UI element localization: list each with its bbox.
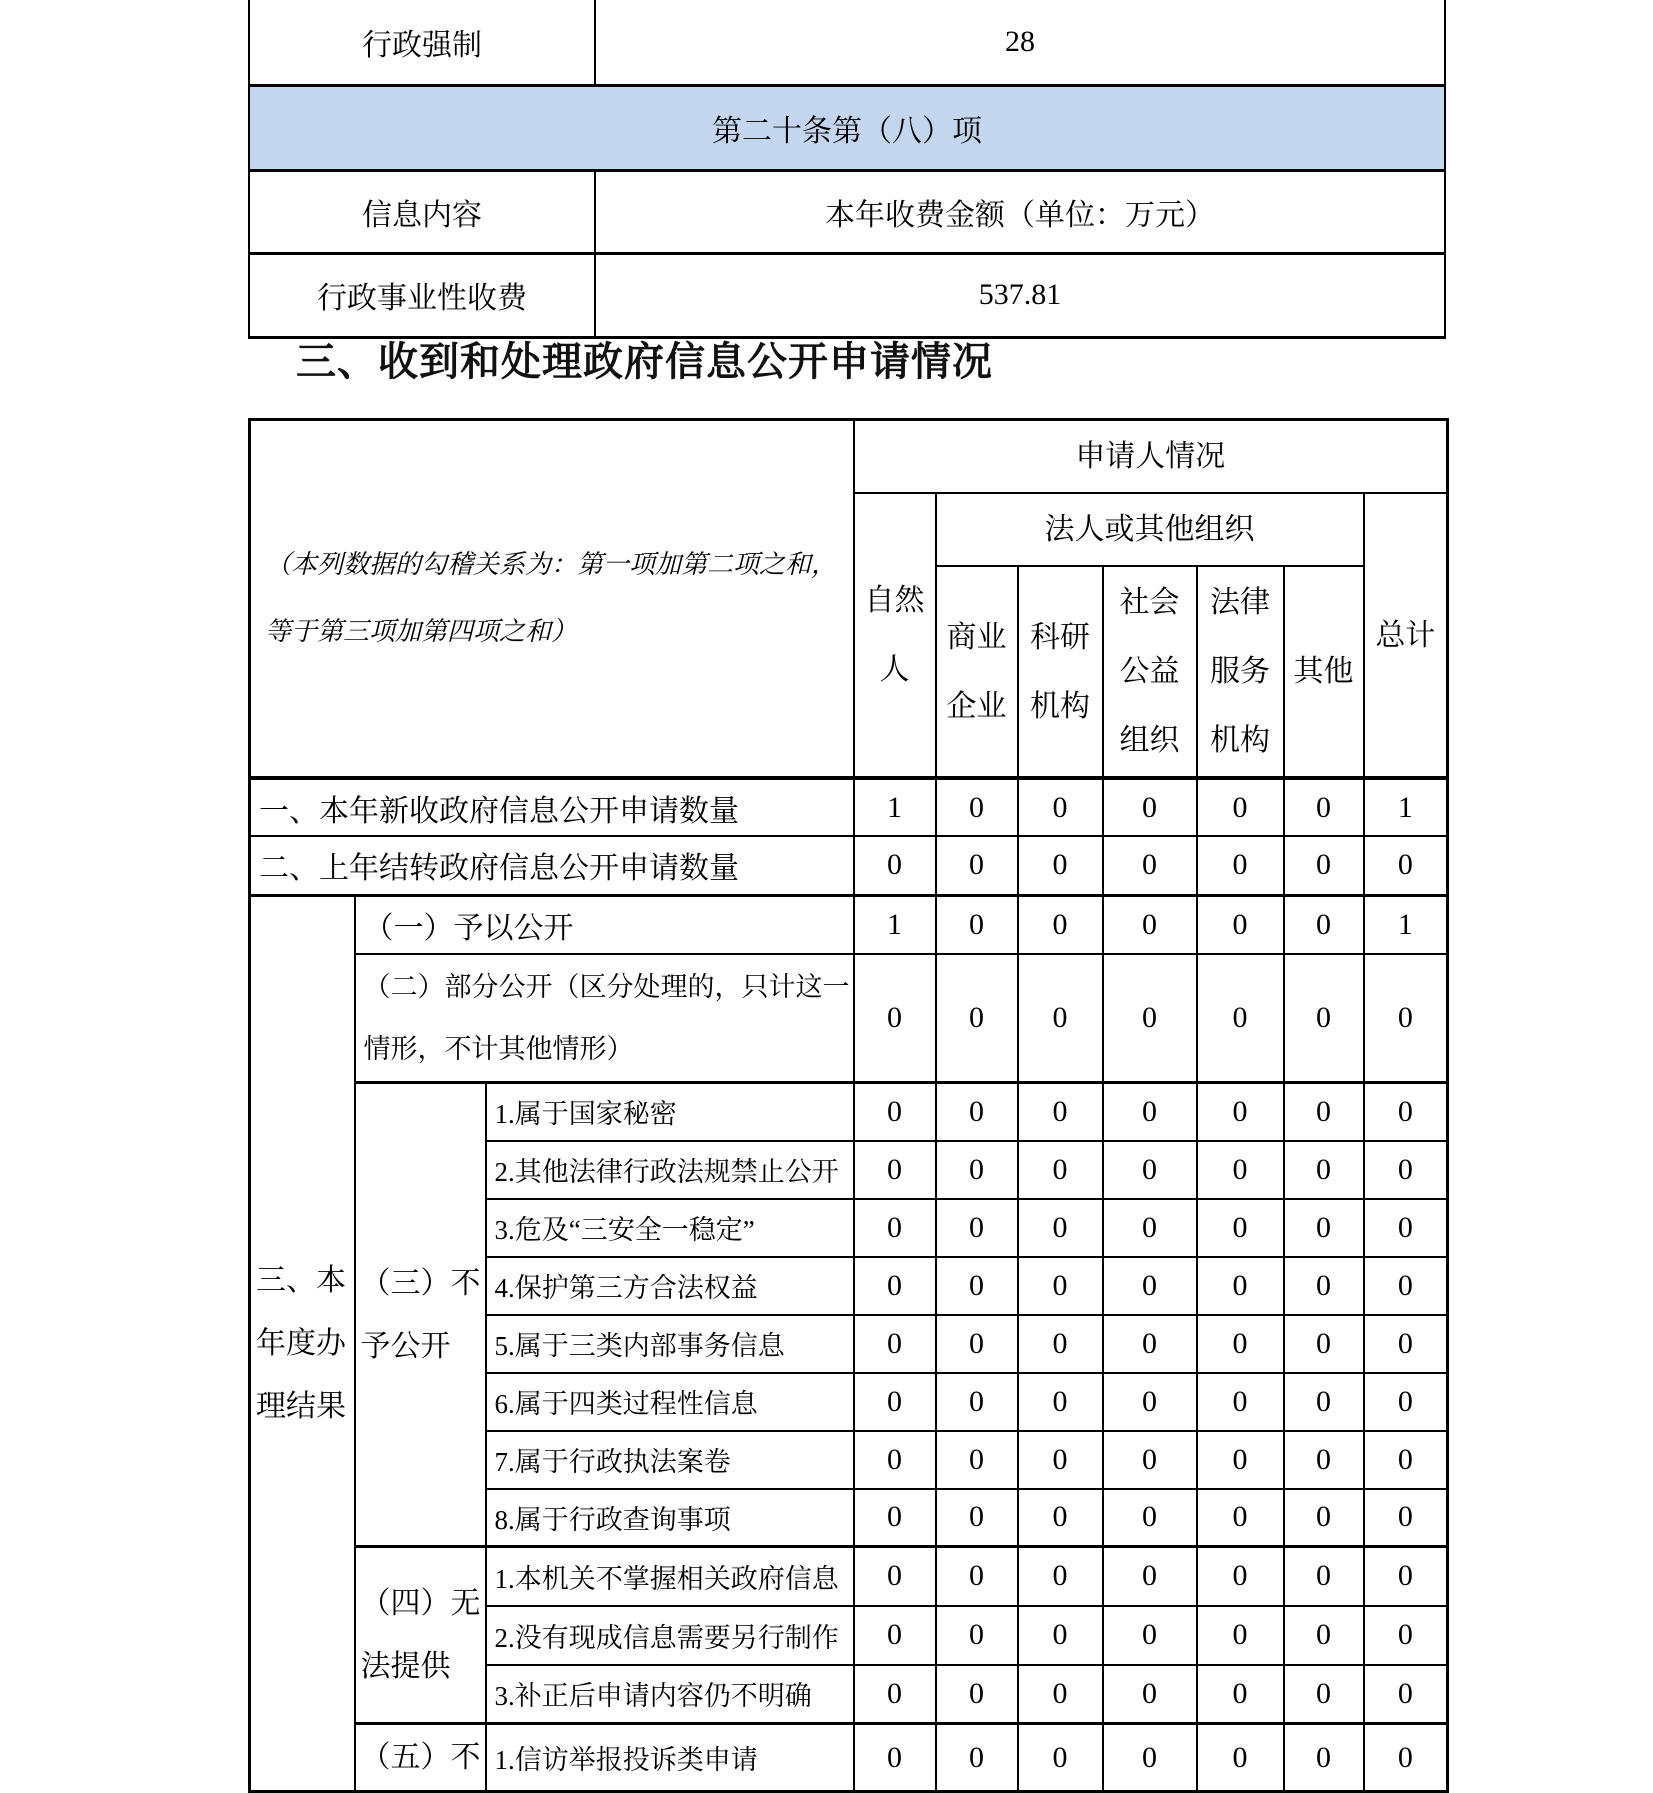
row-label: 8.属于行政查询事项 [486, 1489, 854, 1547]
value-cell: 0 [1284, 836, 1364, 895]
value-cell: 0 [854, 1724, 936, 1792]
fee-row-value: 537.81 [595, 253, 1445, 337]
value-cell: 0 [1103, 1489, 1197, 1547]
value-cell: 0 [1364, 1141, 1448, 1199]
section-header-row [249, 85, 1445, 170]
value-cell: 0 [936, 1083, 1018, 1141]
group-label-not-processed [355, 1724, 486, 1792]
value-cell: 0 [1364, 1489, 1448, 1547]
value-cell: 0 [854, 1373, 936, 1431]
value-cell: 0 [1103, 1199, 1197, 1257]
label-line: 机构 [1030, 689, 1091, 723]
value-cell: 1 [1364, 895, 1448, 954]
value-cell: 0 [1364, 836, 1448, 895]
section-header-cell: 第二十条第（八）项 [249, 85, 1445, 170]
value-cell: 0 [1103, 778, 1197, 836]
value-cell: 0 [1018, 895, 1103, 954]
value-cell: 0 [1284, 1724, 1364, 1792]
value-cell: 0 [1197, 1606, 1284, 1665]
value-cell: 0 [1284, 1141, 1364, 1199]
value-cell: 0 [1284, 895, 1364, 954]
label-line: （四）无 [360, 1587, 481, 1621]
data-row-new-requests [250, 778, 1448, 836]
label-line: 理结果 [256, 1389, 346, 1423]
group-label-not-disclosed [355, 1083, 486, 1547]
value-cell: 0 [1197, 1431, 1284, 1489]
header-commercial [936, 566, 1018, 778]
table-row [249, 0, 1445, 85]
value-cell: 0 [936, 1431, 1018, 1489]
value-cell: 0 [1284, 1373, 1364, 1431]
group-label-year-results [250, 895, 355, 1792]
value-cell: 0 [1284, 1083, 1364, 1141]
value-cell: 0 [1284, 1199, 1364, 1257]
value-cell: 0 [1103, 1724, 1197, 1792]
value-cell: 0 [1364, 1199, 1448, 1257]
value-cell: 0 [1018, 1431, 1103, 1489]
value-cell: 0 [1364, 1665, 1448, 1724]
value-cell: 0 [936, 1141, 1018, 1199]
label-line: （五）不 [360, 1741, 481, 1775]
value-cell: 0 [854, 1257, 936, 1315]
value-cell: 0 [936, 1665, 1018, 1724]
label-line: 服务 [1210, 655, 1271, 688]
row-label: 1.信访举报投诉类申请 [486, 1724, 854, 1792]
label-line: 社会 [1119, 586, 1180, 619]
value-cell: 0 [854, 1489, 936, 1547]
label-line: （三）不 [360, 1266, 481, 1300]
value-cell: 0 [936, 895, 1018, 954]
header-research [1018, 566, 1103, 778]
value-cell: 0 [1018, 954, 1103, 1083]
value-cell: 0 [1284, 1606, 1364, 1665]
row-label [355, 954, 854, 1083]
value-cell: 0 [1197, 895, 1284, 954]
value-cell: 0 [1103, 895, 1197, 954]
value-cell: 0 [1018, 1489, 1103, 1547]
group-label-unable-provide [355, 1547, 486, 1724]
value-cell: 0 [1284, 1547, 1364, 1606]
label-line: 科研 [1030, 620, 1091, 654]
row-label: 2.其他法律行政法规禁止公开 [486, 1141, 854, 1199]
label-line: （二）部分公开（区分处理的，只计这一 [363, 972, 850, 1002]
row-label: 3.补正后申请内容仍不明确 [486, 1665, 854, 1724]
row-label: 1.本机关不掌握相关政府信息 [486, 1547, 854, 1606]
value-cell: 0 [1103, 1373, 1197, 1431]
value-cell: 0 [1018, 1665, 1103, 1724]
value-cell: 0 [1197, 1315, 1284, 1373]
request-table [248, 418, 1449, 1793]
row-label: 1.属于国家秘密 [486, 1083, 854, 1141]
label-line: 组织 [1119, 724, 1180, 757]
value-cell: 0 [1103, 954, 1197, 1083]
value-cell: 0 [1103, 836, 1197, 895]
value-cell: 0 [936, 1724, 1018, 1792]
header-row-applicant [250, 420, 1448, 494]
value-cell: 0 [936, 1606, 1018, 1665]
value-cell: 0 [1018, 1724, 1103, 1792]
value-cell: 0 [1018, 1606, 1103, 1665]
value-cell: 0 [1284, 1431, 1364, 1489]
section-title: 三、收到和处理政府信息公开申请情况 [296, 340, 993, 384]
fee-table [248, 0, 1446, 339]
value-cell: 0 [1284, 1257, 1364, 1315]
value-cell: 0 [1364, 1606, 1448, 1665]
label-line: （本列数据的勾稽关系为：第一项加第二项之和， [265, 550, 838, 580]
value-cell: 0 [936, 778, 1018, 836]
header-legal-service [1197, 566, 1284, 778]
value-cell: 0 [1018, 1257, 1103, 1315]
label-line: 情形，不计其他情形） [363, 1034, 634, 1065]
fee-row-label: 行政事业性收费 [249, 253, 595, 337]
value-cell: 0 [1197, 1141, 1284, 1199]
value-cell: 0 [1103, 1547, 1197, 1606]
value-cell: 0 [1284, 1665, 1364, 1724]
value-cell: 0 [1364, 1431, 1448, 1489]
value-cell: 0 [1018, 1315, 1103, 1373]
label-line: 法提供 [360, 1650, 451, 1684]
value-cell: 0 [936, 1315, 1018, 1373]
value-cell: 0 [1197, 1257, 1284, 1315]
label-line: 等于第三项加第四项之和） [265, 616, 578, 646]
data-row-partially-disclosed [250, 954, 1448, 1083]
header-legal-org: 法人或其他组织 [936, 493, 1364, 566]
value-cell: 0 [854, 1315, 936, 1373]
value-cell: 0 [1018, 836, 1103, 895]
table-row [249, 253, 1445, 337]
value-cell: 1 [1364, 778, 1448, 836]
value-cell: 0 [1103, 1083, 1197, 1141]
value-cell: 0 [1018, 1199, 1103, 1257]
row-label: 4.保护第三方合法权益 [486, 1257, 854, 1315]
value-cell: 0 [854, 1665, 936, 1724]
value-cell: 0 [936, 1257, 1018, 1315]
value-cell: 0 [1197, 1373, 1284, 1431]
value-cell: 0 [1284, 954, 1364, 1083]
value-cell: 0 [1284, 1315, 1364, 1373]
value-cell: 0 [854, 954, 936, 1083]
data-row-not-held [250, 1547, 1448, 1606]
note-cell [250, 420, 854, 779]
value-cell: 0 [1103, 1431, 1197, 1489]
row-label: 6.属于四类过程性信息 [486, 1373, 854, 1431]
data-row-disclosed [250, 895, 1448, 954]
row-label: 5.属于三类内部事务信息 [486, 1315, 854, 1373]
label-line: 公益 [1119, 655, 1180, 688]
fee-row-label: 信息内容 [249, 170, 595, 253]
fee-row-value: 本年收费金额（单位：万元） [595, 170, 1445, 253]
header-other: 其他 [1284, 566, 1364, 778]
value-cell: 0 [854, 1199, 936, 1257]
value-cell: 0 [1197, 1083, 1284, 1141]
header-social-welfare [1103, 566, 1197, 778]
value-cell: 0 [1018, 1373, 1103, 1431]
value-cell: 0 [1197, 1489, 1284, 1547]
value-cell: 0 [1364, 1373, 1448, 1431]
value-cell: 0 [854, 1431, 936, 1489]
data-row-state-secret [250, 1083, 1448, 1141]
row-label: 二、上年结转政府信息公开申请数量 [250, 836, 854, 895]
label-line: 予公开 [360, 1329, 451, 1363]
value-cell: 0 [1103, 1606, 1197, 1665]
value-cell: 0 [1364, 1724, 1448, 1792]
value-cell: 0 [1018, 1547, 1103, 1606]
label-line: 机构 [1210, 724, 1271, 757]
value-cell: 0 [936, 954, 1018, 1083]
value-cell: 0 [854, 1141, 936, 1199]
value-cell: 0 [1018, 778, 1103, 836]
value-cell: 0 [1284, 778, 1364, 836]
value-cell: 0 [1197, 1665, 1284, 1724]
value-cell: 0 [1197, 1199, 1284, 1257]
value-cell: 0 [1018, 1141, 1103, 1199]
fee-row-value: 28 [595, 0, 1445, 85]
label-line: 三、本 [256, 1263, 346, 1297]
value-cell: 0 [1364, 1315, 1448, 1373]
table-row [249, 170, 1445, 253]
value-cell: 0 [1364, 1257, 1448, 1315]
value-cell: 0 [854, 1606, 936, 1665]
header-applicant: 申请人情况 [854, 420, 1448, 494]
label-line: 自然 [864, 584, 925, 617]
header-natural-person [854, 493, 936, 778]
label-line: 年度办 [256, 1326, 346, 1360]
value-cell: 0 [936, 1489, 1018, 1547]
label-line: 商业 [946, 620, 1007, 654]
value-cell: 0 [1018, 1083, 1103, 1141]
row-label: （一）予以公开 [355, 895, 854, 954]
value-cell: 0 [936, 1547, 1018, 1606]
value-cell: 0 [1103, 1315, 1197, 1373]
row-label: 3.危及“三安全一稳定” [486, 1199, 854, 1257]
value-cell: 0 [854, 1547, 936, 1606]
label-line: 法律 [1210, 586, 1271, 619]
value-cell: 0 [1103, 1257, 1197, 1315]
value-cell: 0 [936, 1199, 1018, 1257]
label-line: 企业 [946, 689, 1007, 723]
row-label: 一、本年新收政府信息公开申请数量 [250, 778, 854, 836]
value-cell: 0 [1197, 954, 1284, 1083]
value-cell: 0 [1197, 836, 1284, 895]
header-total: 总计 [1364, 493, 1448, 778]
data-row-petition-complaint [250, 1724, 1448, 1792]
row-label: 2.没有现成信息需要另行制作 [486, 1606, 854, 1665]
value-cell: 0 [1197, 1547, 1284, 1606]
value-cell: 0 [936, 836, 1018, 895]
value-cell: 0 [1103, 1141, 1197, 1199]
value-cell: 0 [854, 836, 936, 895]
value-cell: 0 [1364, 1083, 1448, 1141]
data-row-carried-over [250, 836, 1448, 895]
row-label: 7.属于行政执法案卷 [486, 1431, 854, 1489]
value-cell: 0 [854, 1083, 936, 1141]
value-cell: 0 [1364, 1547, 1448, 1606]
value-cell: 0 [936, 1373, 1018, 1431]
value-cell: 0 [1197, 778, 1284, 836]
fee-row-label: 行政强制 [249, 0, 595, 85]
value-cell: 0 [1103, 1665, 1197, 1724]
value-cell: 0 [1197, 1724, 1284, 1792]
value-cell: 1 [854, 778, 936, 836]
value-cell: 0 [1364, 954, 1448, 1083]
value-cell: 0 [1284, 1489, 1364, 1547]
value-cell: 1 [854, 895, 936, 954]
label-line: 人 [879, 653, 910, 686]
